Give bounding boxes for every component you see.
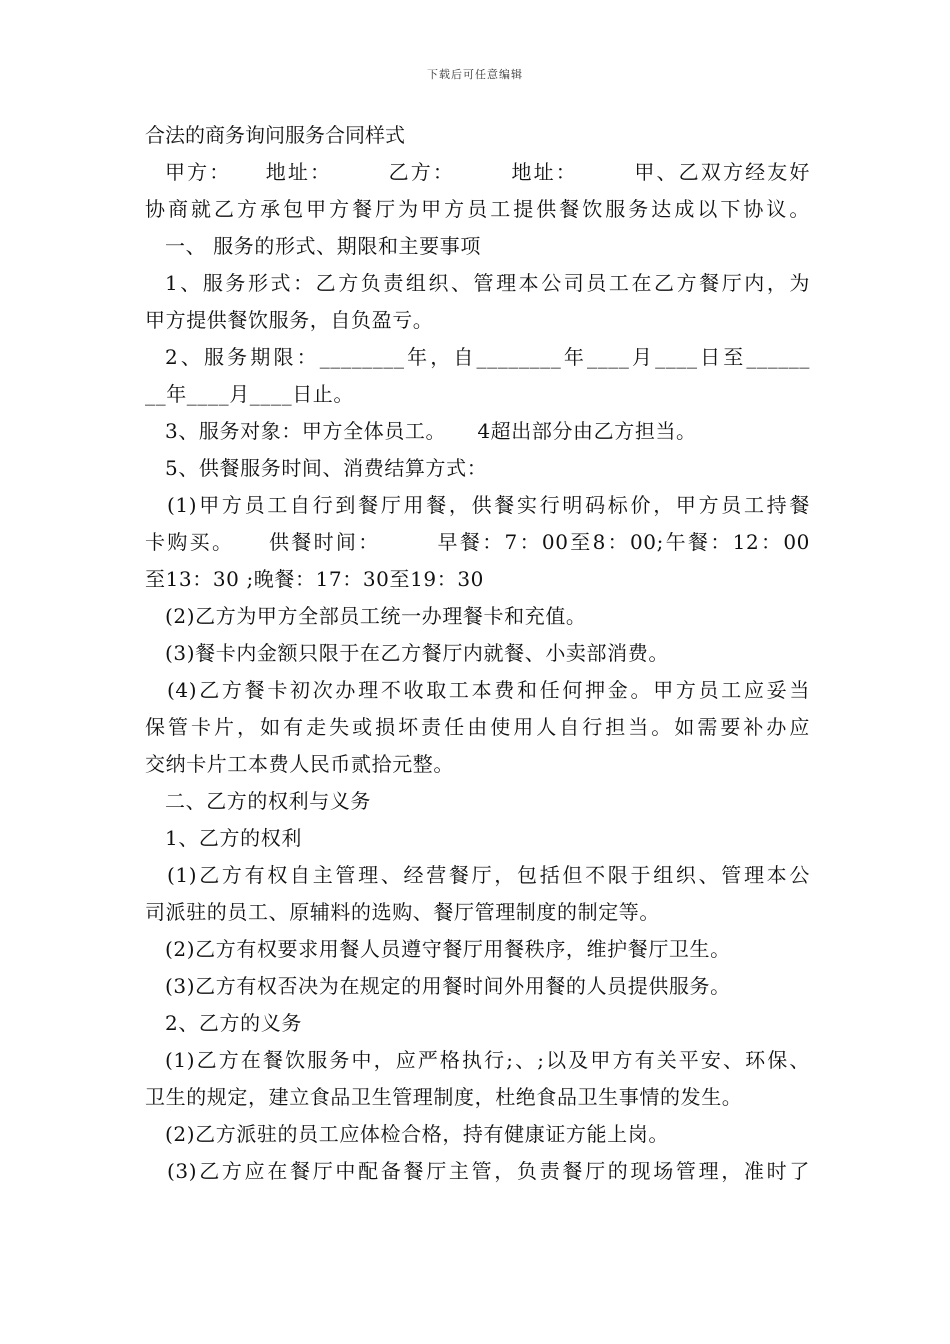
- text-line: 协商就乙方承包甲方餐厅为甲方员工提供餐饮服务达成以下协议。: [145, 197, 810, 221]
- text-line: 卫生的规定，建立食品卫生管理制度，杜绝食品卫生事情的发生。: [145, 1085, 743, 1109]
- text-line: 1、服务形式：乙方负责组织、管理本公司员工在乙方餐厅内，为: [165, 271, 810, 295]
- text-line: 5、供餐服务时间、消费结算方式：: [165, 456, 488, 480]
- subsection-heading: 1、乙方的权利: [165, 826, 302, 850]
- text-line: (1)乙方有权自主管理、经营餐厅，包括但不限于组织、管理本公: [167, 863, 810, 887]
- text-line: 交纳卡片工本费人民币贰拾元整。: [145, 752, 454, 776]
- header-note: 下载后可任意编辑: [427, 68, 523, 81]
- text-line: (2)乙方派驻的员工应体检合格，持有健康证方能上岗。: [165, 1122, 669, 1146]
- text-line: 甲方提供餐饮服务，自负盈亏。: [145, 308, 434, 332]
- document-title: 合法的商务询问服务合同样式: [145, 123, 405, 147]
- subsection-heading: 2、乙方的义务: [165, 1011, 302, 1035]
- text-line: (2)乙方为甲方全部员工统一办理餐卡和充值。: [165, 604, 587, 628]
- text-line: (1)乙方在餐饮服务中，应严格执行;、;以及甲方有关平安、环保、: [165, 1048, 810, 1072]
- text-line: 3、服务对象：甲方全体员工。 4超出部分由乙方担当。: [165, 419, 697, 443]
- text-line: (2)乙方有权要求用餐人员遵守餐厅用餐秩序，维护餐厅卫生。: [165, 937, 731, 961]
- section-heading: 一、 服务的形式、期限和主要事项: [165, 234, 481, 258]
- text-line: 甲方： 地址： 乙方： 地址： 甲、乙双方经友好: [165, 160, 810, 184]
- text-line: (3)乙方有权否决为在规定的用餐时间外用餐的人员提供服务。: [165, 974, 731, 998]
- text-line: 司派驻的员工、原辅料的选购、餐厅管理制度的制定等。: [145, 900, 660, 924]
- section-heading: 二、乙方的权利与义务: [165, 789, 371, 813]
- text-line: 至13：30 ;晚餐：17：30至19：30: [145, 567, 484, 591]
- text-line: (1)甲方员工自行到餐厅用餐，供餐实行明码标价，甲方员工持餐: [167, 493, 810, 517]
- text-line: 卡购买。 供餐时间： 早餐：7：00至8：00;午餐：12：00: [145, 530, 810, 554]
- document-body: [145, 117, 810, 1190]
- text-line: 2、服务期限：________年，自________年____月____日至______: [165, 345, 810, 369]
- text-line: __年____月____日止。: [145, 382, 354, 406]
- text-line: (3)乙方应在餐厅中配备餐厅主管，负责餐厅的现场管理，准时了: [167, 1159, 810, 1183]
- text-line: (4)乙方餐卡初次办理不收取工本费和任何押金。甲方员工应妥当: [167, 678, 810, 702]
- text-line: (3)餐卡内金额只限于在乙方餐厅内就餐、小卖部消费。: [165, 641, 669, 665]
- text-line: 保管卡片，如有走失或损坏责任由使用人自行担当。如需要补办应: [145, 715, 810, 739]
